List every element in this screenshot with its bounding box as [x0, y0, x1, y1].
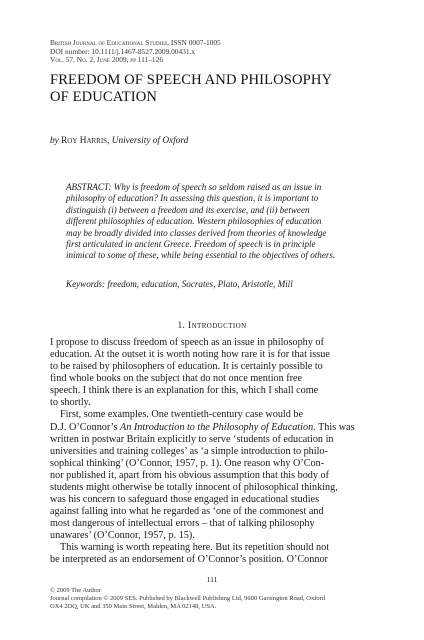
- body-line: find whole books on the subject that do not once mention free: [50, 373, 303, 385]
- body-line: This warning is worth repeating here. But its repetition should not: [60, 542, 330, 554]
- body-line: unawares’ (O’Connor, 1957, p. 15).: [50, 530, 195, 542]
- body-line: speech. I think there is an explanation for this, which I shall come: [50, 385, 319, 397]
- journal-issn: , ISSN 0007-1005: [167, 38, 221, 47]
- abstract-line: distinguish (i) between a freedom and its exercise, and (ii) between: [66, 204, 310, 215]
- section-number: 1.: [177, 321, 189, 331]
- abstract-line: different philosophies of education. Western philosophies of education: [66, 216, 322, 227]
- abstract: [66, 182, 376, 262]
- title-line-2: OF EDUCATION: [50, 89, 158, 105]
- section-title: Introduction: [188, 321, 247, 331]
- footnote-line: © 2009 The Author: [50, 587, 101, 594]
- body-text: [50, 337, 390, 566]
- section-heading: [0, 321, 424, 332]
- body-line: I propose to discuss freedom of speech as an issue in philosophy of: [50, 337, 324, 348]
- abstract-line: philosophy of education? In assessing this question, it is important to: [66, 193, 319, 204]
- copyright-footnote: [50, 587, 400, 610]
- body-line: [50, 422, 390, 434]
- body-text-fragment: . This was: [313, 421, 355, 433]
- footnote-line: OX4 2DQ, UK and 350 Main Street, Malden, MA 02148, USA.: [50, 602, 217, 610]
- abstract-line: ABSTRACT: Why is freedom of speech so seldom raised as an issue in: [66, 182, 322, 192]
- body-line: was his concern to safeguard those engaged in educational studies: [50, 494, 320, 506]
- page-number: 111: [206, 575, 218, 584]
- body-line: be interpreted as an endorsement of O’Connor’s position. O’Connor: [50, 554, 328, 566]
- body-line: universities and training colleges’ as ‘a simple introduction to philo-: [50, 445, 328, 457]
- abstract-line: inimical to some of these, while being essential to the objectives of others.: [66, 250, 336, 261]
- body-line: most dangerous of intellectual errors – that of talking philosophy: [50, 518, 315, 530]
- body-line: students might otherwise be totally innocent of philosophical thinking,: [50, 481, 338, 493]
- body-line: sophical thinking’ (O’Connor, 1957, p. 1). One reason why O’Con-: [50, 457, 325, 469]
- book-title: An Introduction to the Philosophy of Education: [120, 421, 314, 433]
- byline: [50, 136, 390, 147]
- journal-name: British Journal of Educational Studies: [50, 38, 168, 47]
- keywords: Keywords: freedom, education, Socrates, Plato, Aristotle, Mill: [66, 279, 293, 289]
- body-line: to be raised by philosophers of education. It is certainly possible to: [50, 361, 323, 373]
- abstract-line: may be broadly divided into classes derived from theories of knowledge: [66, 227, 327, 238]
- byline-prefix: by: [50, 136, 62, 146]
- body-line: First, some examples. One twentieth-century case would be: [60, 409, 304, 421]
- author-name: Roy Harris: [61, 136, 108, 146]
- doi-line: DOI number: 10.1111/j.1467-8527.2009.00431.x: [50, 46, 196, 56]
- body-line: written in postwar Britain explicitly to serve ‘students of education in: [50, 433, 334, 445]
- body-line: to shortly.: [50, 397, 91, 409]
- footnote-line: Journal compilation © 2009 SES. Published by Blackwell Publishing Ltd, 9600 Garsington Road, Oxford: [50, 594, 326, 602]
- body-line: against falling into what he regarded as ‘one of the commonest and: [50, 506, 324, 518]
- body-line: nor published it, apart from his obvious assumption that this body of: [50, 469, 330, 481]
- title-line-1: FREEDOM OF SPEECH AND PHILOSOPHY: [50, 72, 333, 88]
- article-title: [50, 72, 390, 106]
- volume-line: Vol. 57, No. 2, June 2009, pp 111–126: [50, 55, 164, 65]
- body-line: education. At the outset it is worth noting how rare it is for that issue: [50, 349, 330, 361]
- citation-author: D.J. O’Connor’s: [50, 421, 120, 433]
- abstract-line: first articulated in ancient Greece. Freedom of speech is in principle: [66, 239, 316, 250]
- journal-header: [50, 39, 390, 65]
- author-affiliation: , University of Oxford: [107, 136, 189, 146]
